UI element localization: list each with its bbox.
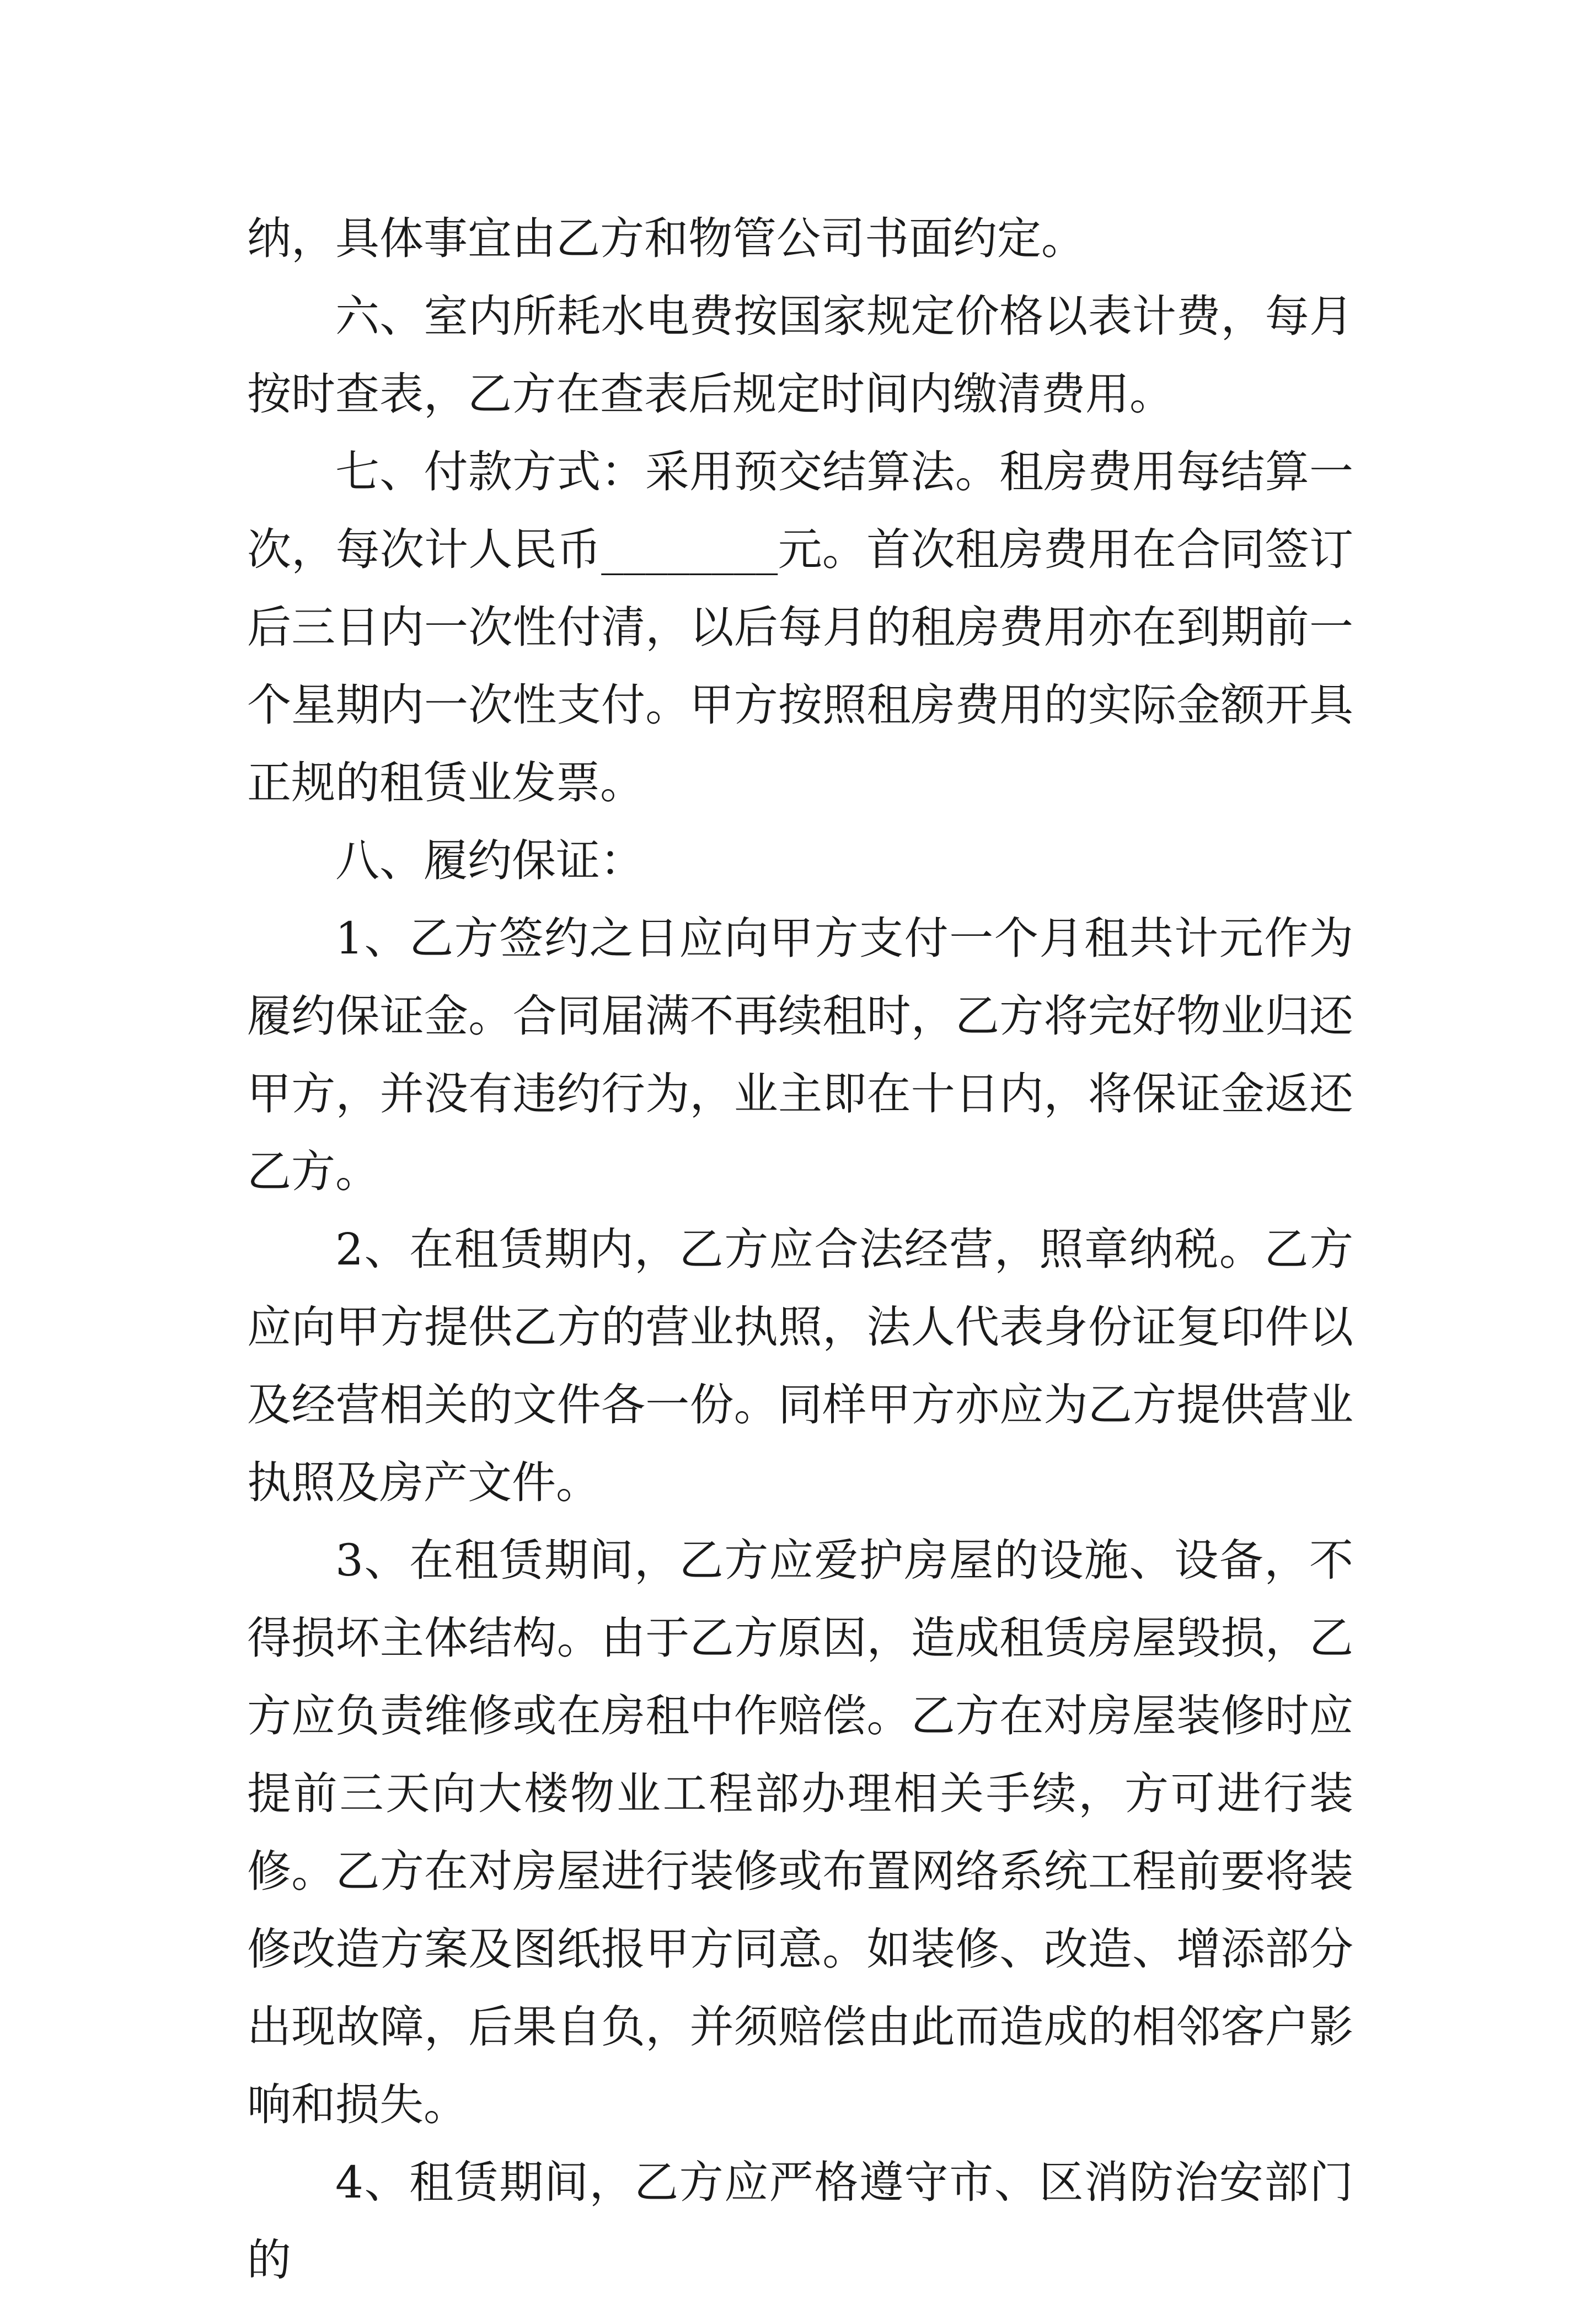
paragraph-clause-8-2: 2、在租赁期内，乙方应合法经营，照章纳税。乙方应向甲方提供乙方的营业执照，法人代表身份证复印件以及经营相关的文件各一份。同样甲方亦应为乙方提供营业执照及房产文件。 (247, 1224, 1353, 1508)
paragraph-clause-7: 七、付款方式：采用预交结算法。租房费用每结算一次，每次计人民币________元。首次租房费用在合同签订后三日内一次性付清，以后每月的租房费用亦在到期前一个星期内一次性支付。甲方按照租房费用的实际金额开具正规的租赁业发票。 (247, 446, 1353, 808)
paragraph-clause-8-4: 4、租赁期间，乙方应严格遵守市、区消防治安部门的 (247, 2157, 1353, 2286)
paragraph-continuation: 纳，具体事宜由乙方和物管公司书面约定。 (247, 213, 1085, 264)
paragraph-clause-8-1: 1、乙方签约之日应向甲方支付一个月租共计元作为履约保证金。合同届满不再续租时，乙方将完好物业归还甲方，并没有违约行为，业主即在十日内，将保证金返还乙方。 (247, 913, 1353, 1197)
paragraph-clause-6: 六、室内所耗水电费按国家规定价格以表计费，每月按时查表，乙方在查表后规定时间内缴清费用。 (247, 291, 1353, 420)
document-body (247, 200, 1353, 2299)
paragraph-clause-8-3: 3、在租赁期间，乙方应爱护房屋的设施、设备，不得损坏主体结构。由于乙方原因，造成租赁房屋毁损，乙方应负责维修或在房租中作赔偿。乙方在对房屋装修时应提前三天向大楼物业工程部办理相关手续，方可进行装修。乙方在对房屋进行装修或布置网络系统工程前要将装修改造方案及图纸报甲方同意。如装修、改造、增添部分出现故障，后果自负，并须赔偿由此而造成的相邻客户影响和损失。 (247, 1535, 1353, 2130)
paragraph-clause-8-heading: 八、履约保证： (335, 835, 644, 886)
